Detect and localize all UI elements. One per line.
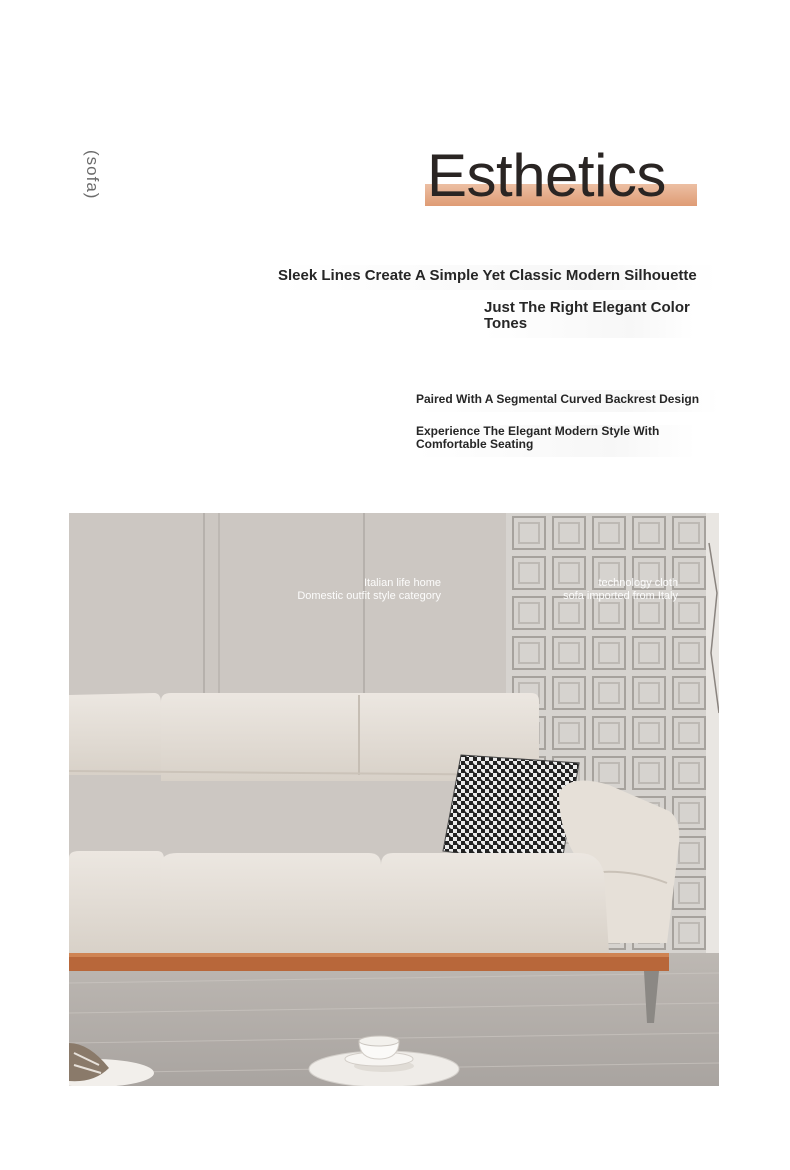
caption-right-line-2: sofa imported from Italy: [563, 590, 678, 602]
caption-left-line-2: Domestic outfit style category: [297, 590, 441, 602]
feature-line-4: Experience The Elegant Modern Style With Comfortable Seating: [416, 425, 696, 457]
page-title: Esthetics: [427, 142, 666, 209]
title-block: [425, 140, 700, 210]
caption-left-line-1: Italian life home: [363, 577, 441, 589]
side-tag-text: (sofa): [83, 150, 102, 200]
feature-line-3: Paired With A Segmental Curved Backrest Design: [416, 390, 719, 412]
side-tag: [80, 150, 110, 210]
caption-right: [563, 577, 678, 603]
sofa-photo: [69, 513, 719, 1086]
caption-right-line-1: technology cloth: [598, 577, 678, 589]
feature-line-1: Sleek Lines Create A Simple Yet Classic Modern Silhouette: [278, 265, 717, 290]
feature-line-2: Just The Right Elegant Color Tones: [484, 300, 694, 338]
caption-left: [297, 577, 441, 603]
